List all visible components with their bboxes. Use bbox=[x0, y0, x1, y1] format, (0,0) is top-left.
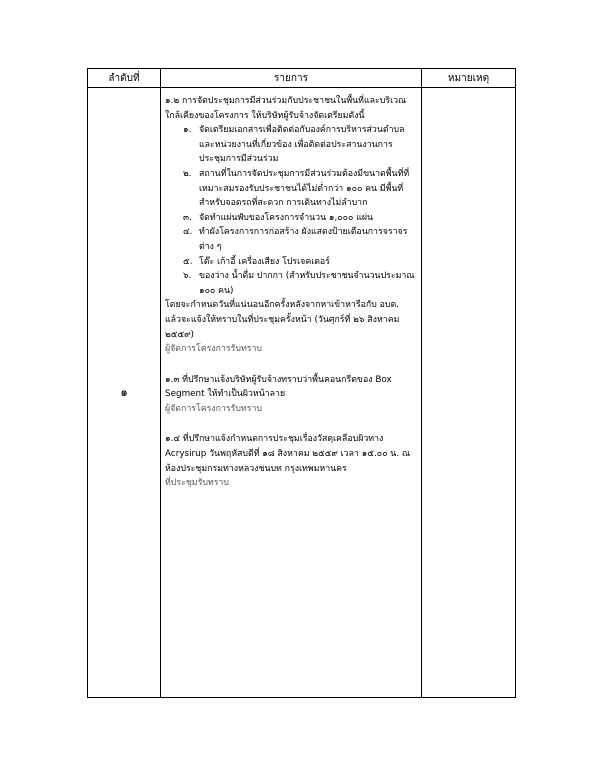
section-1-4-note: ที่ประชุมรับทราบ bbox=[165, 478, 229, 489]
list-item-text: โต๊ะ เก้าอี้ เครื่องเสียง โปรเจคเตอร์ bbox=[199, 256, 330, 267]
header-items: รายการ bbox=[161, 69, 422, 88]
table-header-row bbox=[88, 69, 516, 88]
list-item-text: ของว่าง น้ำดื่ม ปากกา (สำหรับประชาชนจำนวนประมาณ ๑๐๐ คน) bbox=[199, 271, 415, 296]
row-content bbox=[161, 88, 422, 698]
header-remarks: หมายเหตุ bbox=[422, 69, 516, 88]
row-remark bbox=[422, 88, 516, 698]
list-item bbox=[165, 167, 417, 211]
list-item-number: ๖. bbox=[183, 271, 192, 282]
list-item-number: ๔. bbox=[183, 227, 193, 238]
list-item-text: สถานที่ในการจัดประชุมการมีส่วนร่วมต้องมีขนาดพื้นที่ที่เหมาะสมรองรับประชาชนได้ไม่ต่ำกว่า ๑๐๐ คน มีพื้นที่สำหรับจอดรถที่สะดวก การเดินทางไม่ลำบาก bbox=[199, 168, 410, 209]
list-item-text: จัดเตรียมเอกสารเพื่อติดต่อกับองค์การบริหารส่วนตำบลและหน่วยงานที่เกี่ยวข้อง เพื่อติดต่อประสานงานการประชุมการมีส่วนร่วม bbox=[199, 125, 405, 165]
list-item bbox=[165, 225, 417, 254]
section-1-4-text: ๑.๔ ที่ปรึกษาแจ้งกำหนดการประชุมเรื่องวัสดุเคลือบผิวทาง Acrysirup วันพฤหัสบดีที่ ๑๘ สิงหาคม ๒๕๕๙ เวลา ๑๕.๐๐ น. ณ ห้องประชุมกรมทางหลวงชนบท กรุงเทพมหานคร bbox=[165, 434, 411, 474]
table-row bbox=[88, 88, 516, 698]
list-item-number: ๒. bbox=[183, 168, 192, 179]
list-item-number: ๓. bbox=[183, 212, 192, 223]
list-item bbox=[165, 211, 417, 226]
list-item-number: ๑. bbox=[183, 125, 192, 136]
list-item-number: ๕. bbox=[183, 256, 193, 267]
section-1-2-note: ผู้จัดการโครงการรับทราบ bbox=[165, 344, 262, 355]
section-1-2-title: ๑.๒ การจัดประชุมการมีส่วนร่วมกับประชาชนในพื้นที่และบริเวณใกล้เคียงของโครงการ ให้บริษัทผู้รับจ้างจัดเตรียมดังนี้ bbox=[165, 96, 407, 121]
minutes-table bbox=[87, 68, 516, 698]
section-1-3-note: ผู้จัดการโครงการรับทราบ bbox=[165, 403, 262, 414]
list-item-text: จัดทำแผ่นพับของโครงการจำนวน ๑,๐๐๐ แผ่น bbox=[199, 212, 374, 223]
section-1-3-text: ๑.๓ ที่ปรึกษาแจ้งบริษัทผู้รับจ้างทราบว่าพื้นคอนกรีตของ Box Segment ให้ทำเป็นผิวหน้าลาย bbox=[165, 374, 392, 400]
row-number: ๑ bbox=[88, 88, 161, 698]
section-1-2-closing: โดยจะกำหนดวันที่แน่นอนอีกครั้งหลังจากหาเข้าหารือกับ อบต. แล้วจะแจ้งให้ทราบในที่ประชุมครั้งหน้า (วันศุกร์ที่ ๒๖ สิงหาคม ๒๕๕๙) bbox=[165, 300, 400, 340]
section-1-2-list bbox=[165, 123, 417, 298]
header-order-no: ลำดับที่ bbox=[88, 69, 161, 88]
list-item bbox=[165, 255, 417, 270]
list-item-text: ทำผังโครงการการก่อสร้าง ผังแสดงป้ายเตือนการจราจรต่าง ๆ bbox=[199, 227, 408, 252]
list-item bbox=[165, 269, 417, 298]
list-item bbox=[165, 123, 417, 167]
